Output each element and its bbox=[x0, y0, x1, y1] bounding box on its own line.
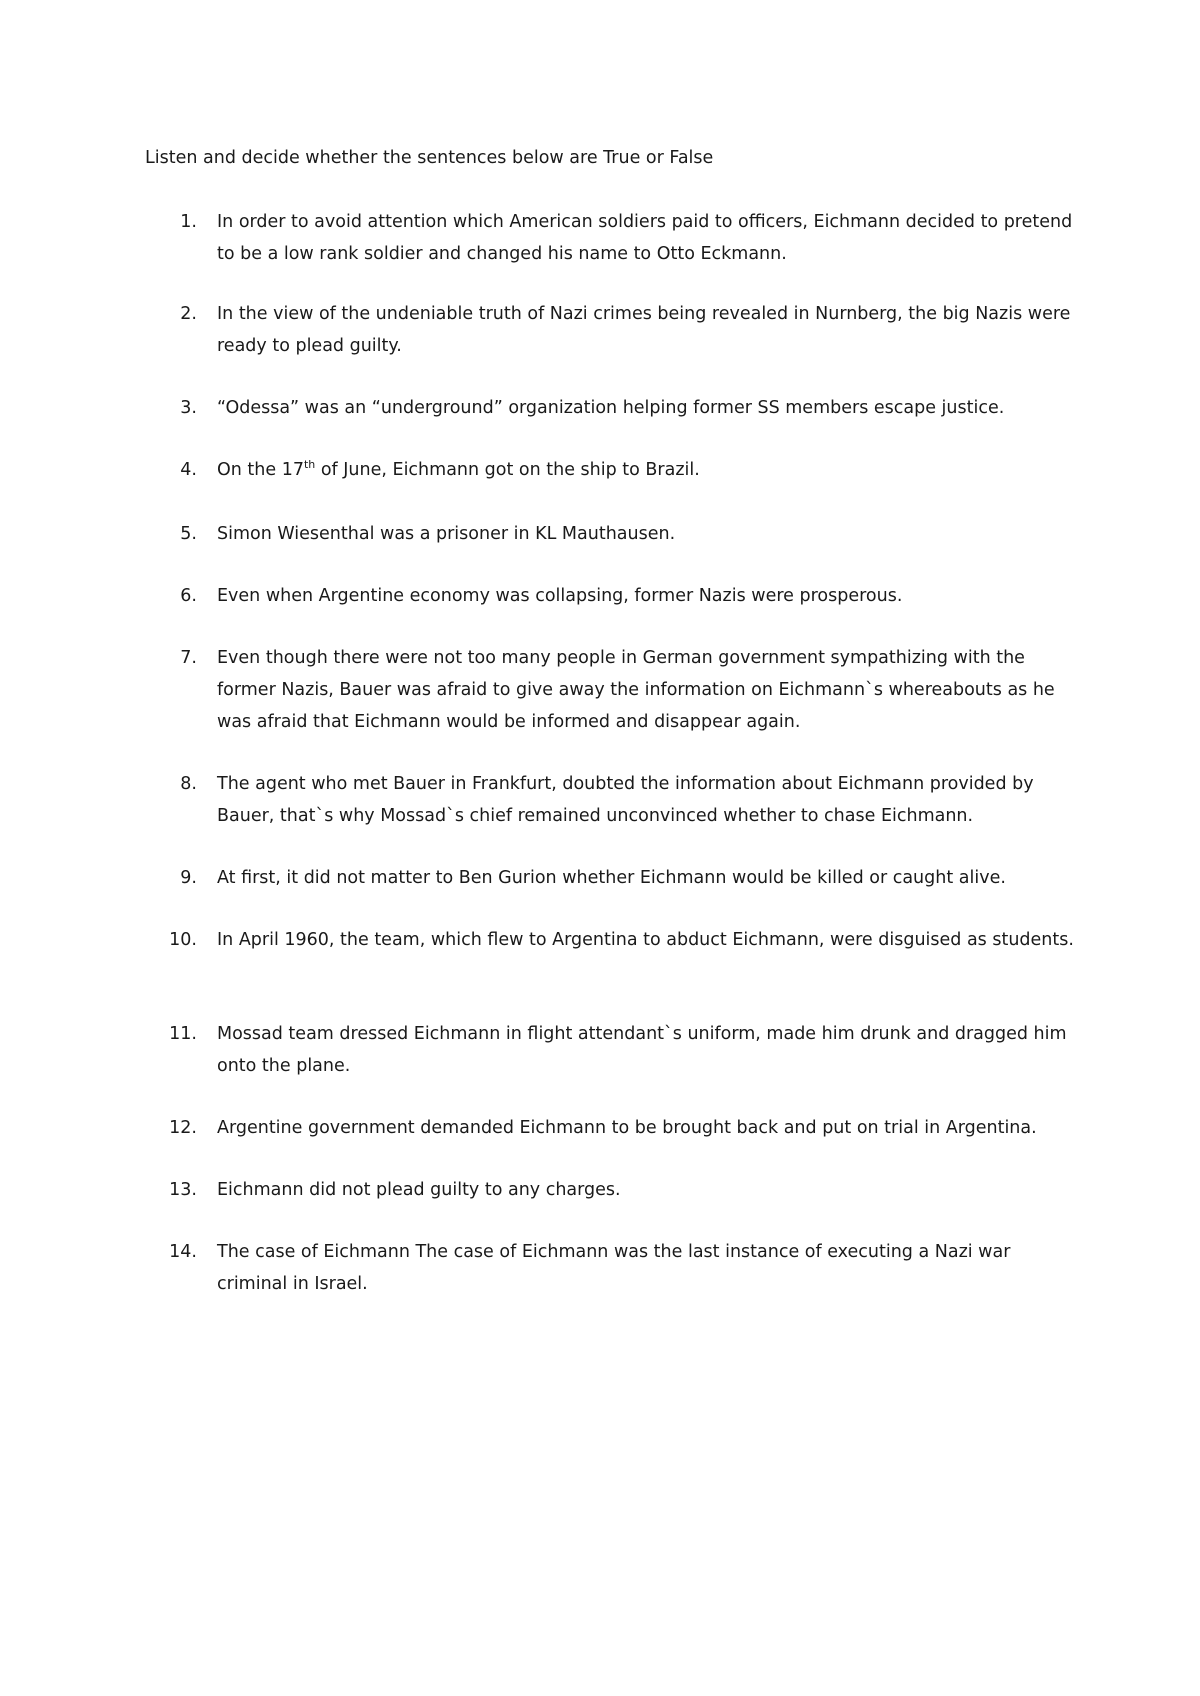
item-number: 11. bbox=[169, 1024, 197, 1044]
item-number: 2. bbox=[180, 304, 197, 324]
item-number: 13. bbox=[169, 1180, 197, 1200]
item-text bbox=[217, 454, 1077, 486]
superscript: th bbox=[303, 458, 316, 471]
item-text: The agent who met Bauer in Frankfurt, doubted the information about Eichmann provided by Bauer, that`s why Mossad`s chief remained unconvinced whether to chase Eichmann. bbox=[217, 774, 1034, 826]
item-text: “Odessa” was an “underground” organization helping former SS members escape justice. bbox=[217, 398, 1005, 418]
item-text-part: of June, Eichmann got on the ship to Brazil. bbox=[315, 460, 700, 480]
item-text: In order to avoid attention which American soldiers paid to officers, Eichmann decided to pretend to be a low rank soldier and changed his name to Otto Eckmann. bbox=[217, 212, 1073, 264]
item-text: Mossad team dressed Eichmann in flight attendant`s uniform, made him drunk and dragged him onto the plane. bbox=[217, 1024, 1067, 1076]
item-number: 7. bbox=[180, 648, 197, 668]
item-text: At first, it did not matter to Ben Gurion whether Eichmann would be killed or caught alive. bbox=[217, 868, 1006, 888]
item-number: 9. bbox=[180, 868, 197, 888]
item-text-part: On the 17 bbox=[217, 460, 304, 480]
item-number: 6. bbox=[180, 586, 197, 606]
instruction-text: Listen and decide whether the sentences below are True or False bbox=[145, 148, 714, 168]
item-number: 4. bbox=[180, 460, 197, 480]
item-number: 1. bbox=[180, 212, 197, 232]
item-text: Simon Wiesenthal was a prisoner in KL Mauthausen. bbox=[217, 524, 676, 544]
item-number: 5. bbox=[180, 524, 197, 544]
item-text: In the view of the undeniable truth of Nazi crimes being revealed in Nurnberg, the big Nazis were ready to plead guilty. bbox=[217, 304, 1071, 356]
item-text: The case of Eichmann The case of Eichmann was the last instance of executing a Nazi war criminal in Israel. bbox=[217, 1242, 1011, 1294]
item-number: 10. bbox=[169, 930, 197, 950]
item-number: 3. bbox=[180, 398, 197, 418]
item-text: In April 1960, the team, which flew to Argentina to abduct Eichmann, were disguised as students. bbox=[217, 930, 1074, 950]
item-text: Eichmann did not plead guilty to any charges. bbox=[217, 1180, 621, 1200]
item-text: Argentine government demanded Eichmann to be brought back and put on trial in Argentina. bbox=[217, 1118, 1037, 1138]
item-number: 14. bbox=[169, 1242, 197, 1262]
item-text: Even though there were not too many people in German government sympathizing with the former Nazis, Bauer was afraid to give away the information on Eichmann`s whereabouts as he was afraid that Eichmann would be informed and disappear again. bbox=[217, 648, 1055, 732]
item-number: 8. bbox=[180, 774, 197, 794]
item-text: Even when Argentine economy was collapsing, former Nazis were prosperous. bbox=[217, 586, 903, 606]
item-number: 12. bbox=[169, 1118, 197, 1138]
